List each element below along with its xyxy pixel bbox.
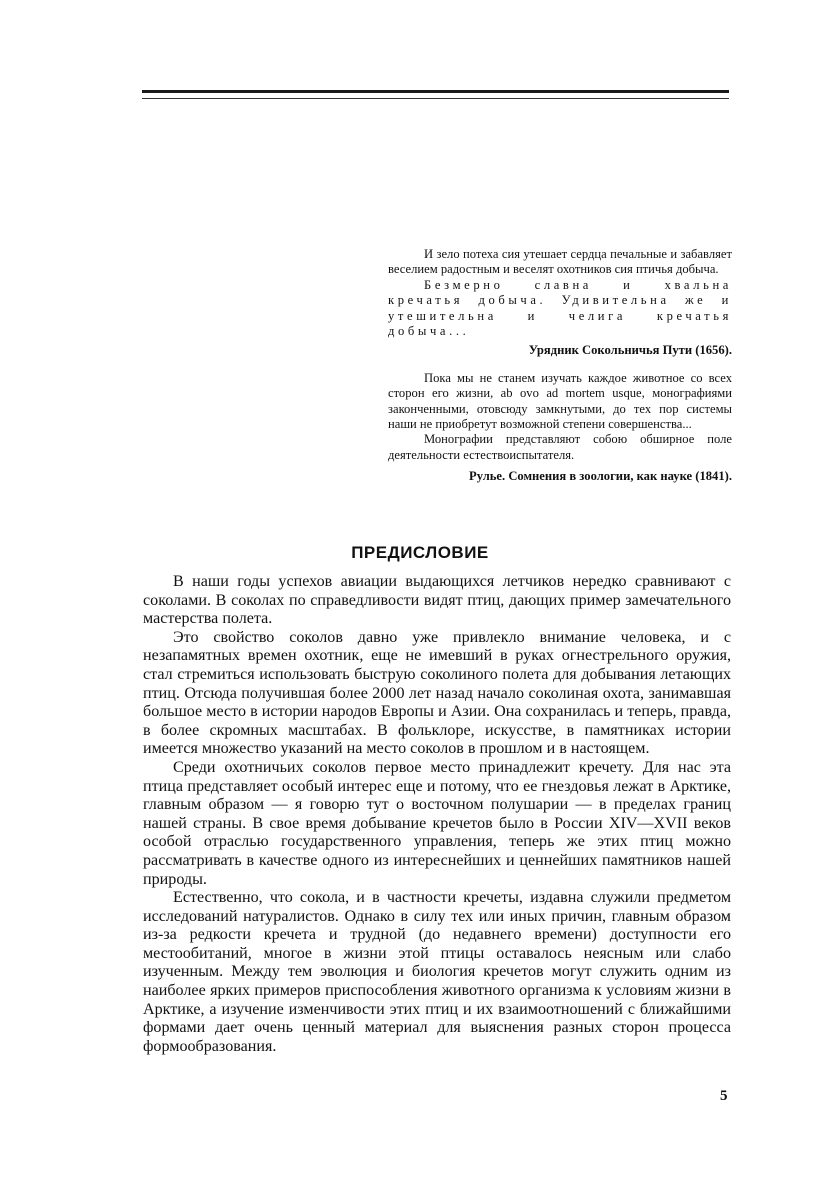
epigraph-quote-1-paragraph-1: И зело потеха сия утешает сердца печальные и забавляет веселием радостным и веселят охотников сия птичья добыча.	[388, 247, 732, 277]
paragraph: В наши годы успехов авиации выдающихся летчиков нередко сравнивают с соколами. В соколах по справедливости видят птиц, дающих пример замечательного мастерства полета.	[143, 573, 731, 628]
page-title: ПРЕДИСЛОВИЕ	[351, 543, 489, 562]
paragraph: Это свойство соколов давно уже привлекло внимание человека, и с незапамятных времен охотник, еще не имевший в руках огнестрельного оружия, стал стремиться использовать быструю соколиного полета для добывания летающих птиц. Отсюда получившая более 2000 лет назад начало соколиная охота, занимавшая большое место в истории народов Европы и Азии. Она сохранилась и теперь, правда, в более скромных масштабах. В фольклоре, искусстве, в памятниках истории имеется множество указаний на место соколов в прошлом и в настоящем.	[143, 628, 731, 758]
page-number: 5	[720, 1088, 728, 1104]
header-rule-thin	[142, 98, 729, 99]
epigraph-quote-2-paragraph-2: Монографии представляют собою обширное поле деятельности естествоиспытателя.	[388, 432, 732, 462]
epigraph-author-2-work: Сомнения в зоологии, как науке (1841).	[508, 469, 732, 484]
epigraph-author-2-name: Рулье.	[469, 469, 506, 484]
paragraph: Среди охотничьих соколов первое место принадлежит кречету. Для нас эта птица представляет особый интерес еще и потому, что ее гнездовья лежат в Арктике, главным образом — я говорю тут о восточном полушарии — в пределах границ нашей страны. В свое время добывание кречетов было в России XIV—XVII веков особой отраслью государственного управления, теперь же этих птиц можно рассматривать в качестве одного из интереснейших и ценнейших памятников нашей природы.	[143, 758, 731, 888]
epigraph-author-1: Урядник Сокольничья Пути (1656).	[528, 343, 732, 358]
epigraph-author-2	[388, 469, 732, 484]
epigraph-quote-2-paragraph-1: Пока мы не станем изучать каждое животное со всех сторон его жизни, ab ovo ad mortem usque, монографиями законченными, отовсюду замкнутыми, до тех пор системы наши не приобретут возможной степени совершенства...	[388, 370, 732, 432]
paragraph: Естественно, что сокола, и в частности кречеты, издавна служили предметом исследований натуралистов. Однако в силу тех или иных причин, главным образом из-за редкости кречета и трудной (до недавнего времени) доступности его местообитаний, многое в жизни этой птицы оставалось неясным или слабо изученным. Между тем эволюция и биология кречетов могут служить одним из наиболее ярких примеров приспособления животного организма к условиям жизни в Арктике, а изучение изменчивости этих птиц и их взаимоотношений с ближайшими формами дает очень ценный материал для выяснения разных сторон процесса формообразования.	[143, 889, 731, 1055]
header-rule	[142, 90, 729, 93]
epigraph-quote-1-paragraph-2: Безмерно славна и хвальна кречатья добыча. Удивительна же и утешительна и челига кречатья добыча...	[388, 277, 732, 339]
epigraph-block	[388, 247, 732, 485]
main-text	[143, 573, 731, 1056]
